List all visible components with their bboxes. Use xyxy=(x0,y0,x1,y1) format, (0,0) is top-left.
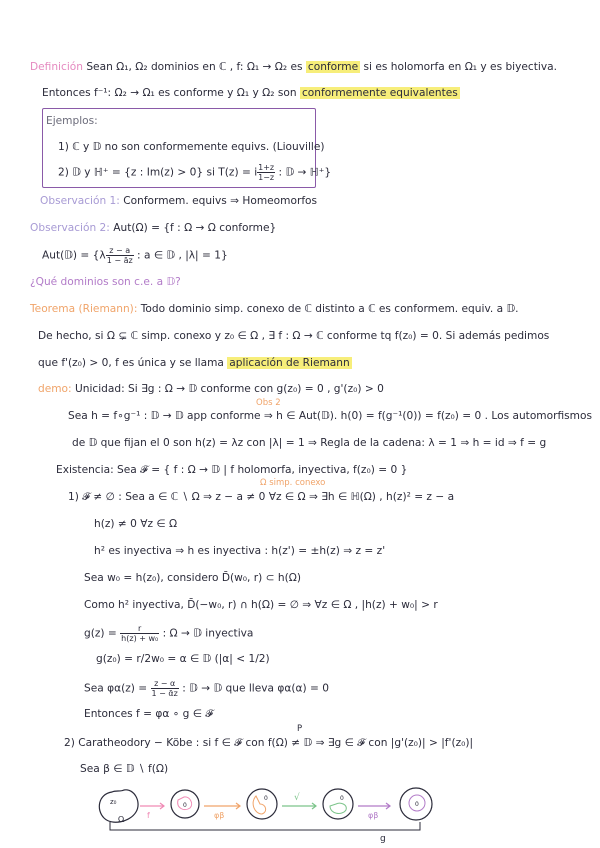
demo-uniqueness xyxy=(38,382,384,396)
disk-1-zero: 0 xyxy=(183,802,187,809)
example-2-fraction xyxy=(257,163,275,182)
observation-1-text: Conformem. equivs ⇒ Homeomorfos xyxy=(119,195,318,207)
observation-1 xyxy=(40,194,317,208)
theorem-label: Teorema (Riemann): xyxy=(30,303,138,315)
existence-g-def xyxy=(84,624,253,643)
example-2-denominator: 1−z xyxy=(258,173,275,182)
observation-1-label: Observación 1: xyxy=(40,195,120,207)
existence-disjoint: Como h² inyectiva, D̄(−w₀, r) ∩ h(Ω) = ∅ ⇒ ∀z ∈ Ω , |h(z) + w₀| > r xyxy=(84,599,438,611)
definition-text-a: Sean Ω₁, Ω₂ dominios en ℂ , f: Ω₁ → Ω₂ es xyxy=(82,61,306,73)
example-2 xyxy=(58,163,331,182)
aut-disk-text-a: Aut(𝔻) = {λ xyxy=(42,249,106,262)
de-hecho-line-2 xyxy=(38,356,352,370)
definition-text-b: si es holomorfa en Ω₁ y es biyectiva. xyxy=(360,61,557,73)
aut-disk-text-b: : a ∈ 𝔻 , |λ| = 1} xyxy=(133,249,228,262)
g-def-numerator: r xyxy=(120,624,159,634)
de-hecho-text: que f'(z₀) > 0, f es única y se llama xyxy=(38,357,228,369)
definition-line xyxy=(30,60,557,74)
arrow-phi-beta-2-label: φβ xyxy=(368,811,379,820)
riemann-map-highlight: aplicación de Riemann xyxy=(229,357,350,369)
omega-label: Ω xyxy=(118,815,125,824)
example-2-numerator: 1+z xyxy=(258,163,275,172)
arrow-phi-beta-label: φβ xyxy=(214,811,225,820)
existence-g-z0: g(z₀) = r/2w₀ = α ∈ 𝔻 (|α| < 1/2) xyxy=(96,653,270,665)
disk-2-zero: 0 xyxy=(264,795,268,802)
observation-2-label: Observación 2: xyxy=(30,222,110,234)
sea-beta-line: Sea β ∈ 𝔻 ∖ f(Ω) xyxy=(80,763,169,775)
image-region-3 xyxy=(330,803,346,813)
aut-disk-line xyxy=(42,246,228,265)
entonces-line xyxy=(42,86,460,100)
observation-2 xyxy=(30,221,276,235)
aut-disk-fraction xyxy=(106,246,134,265)
example-1: 1) ℂ y 𝔻 no son conformemente equivs. (Liouville) xyxy=(58,141,325,153)
arrow-sqrt-label: √ xyxy=(294,793,300,803)
question-line: ¿Qué dominios son c.e. a 𝔻? xyxy=(30,276,181,288)
definition-label: Definición xyxy=(30,61,83,73)
entonces-text: Entonces f⁻¹: Ω₂ → Ω₁ es conforme y Ω₁ y Ω₂ son xyxy=(42,87,300,99)
composition-bracket xyxy=(110,822,420,830)
phi-alpha-text-a: Sea φα(z) = xyxy=(84,682,151,695)
automorphisms-line: de 𝔻 que fijan el 0 son h(z) = λz con |λ| = 1 ⇒ Regla de la cadena: λ = 1 ⇒ h = id ⇒ f = g xyxy=(72,437,547,449)
observation-2-text: Aut(Ω) = {f : Ω → Ω conforme} xyxy=(109,222,277,234)
g-def-fraction xyxy=(120,624,159,643)
example-2-text-b: : 𝔻 → ℍ⁺} xyxy=(275,166,332,179)
disk-3-zero: 0 xyxy=(340,795,344,802)
phi-alpha-fraction xyxy=(151,679,179,698)
composition-diagram xyxy=(90,778,460,844)
example-2-text-a: 2) 𝔻 y ℍ⁺ = {z : Im(z) > 0} si T(z) = i xyxy=(58,166,258,179)
bracket-g-label: g xyxy=(380,834,386,844)
aut-disk-numerator: z − a xyxy=(106,246,134,256)
g-def-denominator: h(z) + w₀ xyxy=(121,634,159,643)
phi-alpha-denominator: 1 − ᾱz xyxy=(151,689,178,698)
existence-phi-alpha xyxy=(84,679,329,698)
existence-f-in-family: Entonces f = φα ∘ g ∈ 𝓕 xyxy=(84,708,214,720)
sea-h-line: Sea h = f∘g⁻¹ : 𝔻 → 𝔻 app conforme ⇒ h ∈ Aut(𝔻). h(0) = f(g⁻¹(0)) = f(z₀) = 0 . Los automorfismos xyxy=(68,410,592,422)
demo-label: demo: xyxy=(38,383,72,395)
obs-2-tag: Obs 2 xyxy=(256,398,281,408)
caratheodory-line: 2) Caratheodory − Köbe : si f ∈ 𝓕 con f(Ω) ≠ 𝔻 ⇒ ∃g ∈ 𝓕 con |g'(z₀)| > |f'(z₀)| xyxy=(64,737,474,749)
phi-alpha-text-b: : 𝔻 → 𝔻 que lleva φα(α) = 0 xyxy=(178,682,329,695)
existence-step-1: 1) 𝓕 ≠ ∅ : Sea a ∈ ℂ ∖ Ω ⇒ z − a ≠ 0 ∀z ∈ Ω ⇒ ∃h ∈ ℍ(Ω) , h(z)² = z − a xyxy=(68,491,455,503)
theorem-text: Todo dominio simp. conexo de ℂ distinto a ℂ es conformem. equiv. a 𝔻. xyxy=(137,303,519,315)
g-def-text-a: g(z) = xyxy=(84,627,121,640)
disk-3 xyxy=(323,789,353,819)
aut-disk-denominator: 1 − āz xyxy=(106,256,133,265)
examples-title: Ejemplos: xyxy=(46,115,98,127)
existence-w0: Sea w₀ = h(z₀), considero D̄(w₀, r) ⊂ h(Ω) xyxy=(84,572,301,584)
de-hecho-line-1: De hecho, si Ω ⊊ ℂ simp. conexo y z₀ ∈ Ω , ∃ f : Ω → ℂ conforme tq f(z₀) = 0. Si además pedimos xyxy=(38,330,550,342)
theorem-line xyxy=(30,302,519,316)
z0-label: z₀ xyxy=(110,798,117,806)
carath-arrow-tag: P xyxy=(297,724,303,734)
disk-4-zero: 0 xyxy=(415,801,419,808)
g-def-text-b: : Ω → 𝔻 inyectiva xyxy=(159,627,254,640)
phi-alpha-numerator: z − α xyxy=(151,679,179,689)
existence-line: Existencia: Sea 𝓕 = { f : Ω → 𝔻 | f holomorfa, inyectiva, f(z₀) = 0 } xyxy=(56,464,408,476)
existence-h-injective: h² es inyectiva ⇒ h es inyectiva : h(z') = ±h(z) ⇒ z = z' xyxy=(94,545,386,557)
arrow-f-label: f xyxy=(147,811,150,820)
existence-h-nonzero: h(z) ≠ 0 ∀z ∈ Ω xyxy=(94,518,178,530)
definition-highlight: conforme xyxy=(307,61,359,73)
simp-conexo-tag: Ω simp. conexo xyxy=(260,478,326,488)
entonces-highlight: conformemente equivalentes xyxy=(301,87,458,99)
uniqueness-text: Unicidad: Si ∃g : Ω → 𝔻 conforme con g(z₀) = 0 , g'(z₀) > 0 xyxy=(71,383,384,395)
